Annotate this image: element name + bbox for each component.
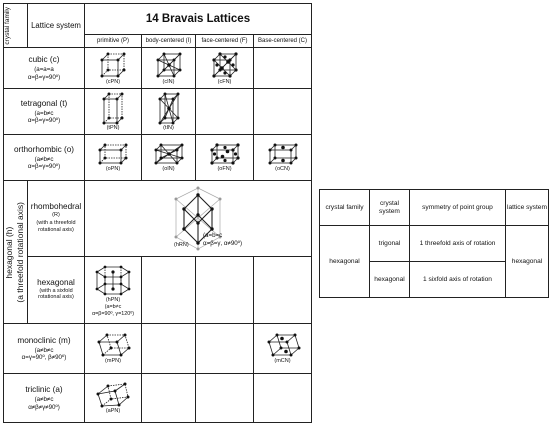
- lattice-system-orthorhombic: orthorhombic (o) (a≠b≠c α=β=γ=90º): [4, 135, 85, 181]
- cell-cubic-body-centered: (cIN): [142, 48, 196, 89]
- cell-hexagonal-face-centered: [196, 257, 254, 324]
- lattice-system-rhombohedral: rhombohedral (R) (with a threefold rotational axis): [28, 181, 85, 257]
- cell-triclinic-face-centered: [196, 374, 254, 423]
- cell-rhombohedral: [85, 181, 312, 257]
- lattice-system-tetragonal: tetragonal (t) (a=b≠c α=β=γ=90º): [4, 89, 85, 135]
- cell-triclinic-body-centered: [142, 374, 196, 423]
- cell-orthorhombic-primitive: (oPN): [85, 135, 142, 181]
- cell-triclinic-primitive: (aPN): [85, 374, 142, 423]
- cell-monoclinic-face-centered: [196, 324, 254, 374]
- tetragonal-primitive-lattice-diagram: [100, 91, 126, 125]
- system-trigonal: trigonal: [370, 226, 410, 262]
- cubic-body-centered-lattice-diagram: [154, 51, 184, 79]
- column-header-primitive: primitive (P): [85, 35, 142, 48]
- cubic-face-centered-lattice-diagram: [210, 51, 240, 79]
- monoclinic-primitive-lattice-diagram: [95, 332, 131, 358]
- orthorhombic-body-centered-lattice-diagram: [152, 142, 186, 166]
- crystal-family-header: crystal family: [4, 4, 28, 48]
- system-hexagonal: hexagonal: [370, 262, 410, 298]
- orthorhombic-face-centered-lattice-diagram: [208, 142, 242, 166]
- rhombohedral-params: (a=b=c α=β=γ, α≠90º): [203, 232, 243, 247]
- lattice-system-monoclinic: monoclinic (m) (a≠b≠c α=γ=90º, β≠90º): [4, 324, 85, 374]
- cell-orthorhombic-base-centered: (oCN): [254, 135, 312, 181]
- cell-orthorhombic-body-centered: (oIN): [142, 135, 196, 181]
- triclinic-primitive-lattice-diagram: [95, 382, 131, 408]
- header-lattice-system: lattice system: [506, 190, 549, 226]
- cell-cubic-primitive: (cPN): [85, 48, 142, 89]
- cell-hexagonal-base-centered: [254, 257, 312, 324]
- column-header-body-centered: body-centered (I): [142, 35, 196, 48]
- cell-triclinic-base-centered: [254, 374, 312, 423]
- cell-cubic-face-centered: (cFN): [196, 48, 254, 89]
- cell-tetragonal-face-centered: [196, 89, 254, 135]
- header-symmetry: symmetry of point group: [410, 190, 506, 226]
- lattice-system-cubic: cubic (c) (a=a=a α=β=γ=90º): [4, 48, 85, 89]
- cubic-primitive-lattice-diagram: [98, 51, 128, 79]
- cell-orthorhombic-face-centered: (oFN): [196, 135, 254, 181]
- cell-tetragonal-base-centered: [254, 89, 312, 135]
- cell-tetragonal-primitive: (tPN): [85, 89, 142, 135]
- table-title: 14 Bravais Lattices: [85, 4, 312, 35]
- hexagonal-primitive-lattice-diagram: [93, 263, 133, 297]
- cell-monoclinic-primitive: (mPN): [85, 324, 142, 374]
- symmetry-table: [319, 189, 549, 298]
- bravais-lattice-table: [3, 3, 312, 423]
- lattice-hexagonal: hexagonal: [506, 226, 549, 298]
- monoclinic-base-centered-lattice-diagram: [265, 332, 301, 358]
- family-hexagonal: hexagonal: [320, 226, 370, 298]
- cell-hexagonal-primitive: (hPN) (a=b≠c α=β=90º, γ=120º): [85, 257, 142, 324]
- tetragonal-body-centered-lattice-diagram: [156, 91, 182, 125]
- symmetry-hexagonal: 1 sixfold axis of rotation: [410, 262, 506, 298]
- cell-hexagonal-body-centered: [142, 257, 196, 324]
- orthorhombic-primitive-lattice-diagram: [96, 142, 130, 166]
- header-crystal-system: crystal system: [370, 190, 410, 226]
- cell-monoclinic-body-centered: [142, 324, 196, 374]
- symmetry-trigonal: 1 threefold axis of rotation: [410, 226, 506, 262]
- cell-cubic-base-centered: [254, 48, 312, 89]
- lattice-system-hexagonal: hexagonal (with a sixfold rotational axis): [28, 257, 85, 324]
- orthorhombic-base-centered-lattice-diagram: [266, 142, 300, 166]
- cell-tetragonal-body-centered: (tIN): [142, 89, 196, 135]
- lattice-system-triclinic: triclinic (a) (a≠b≠c α≠β≠γ≠90º): [4, 374, 85, 423]
- header-crystal-family: crystal family: [320, 190, 370, 226]
- column-header-face-centered: face-centered (F): [196, 35, 254, 48]
- crystal-family-hexagonal: hexagonal (h) (a threefold rotational axis): [4, 181, 28, 324]
- cell-monoclinic-base-centered: (mCN): [254, 324, 312, 374]
- lattice-system-header: Lattice system: [28, 4, 85, 48]
- rhombohedral-caption: (hRN): [174, 242, 189, 248]
- column-header-base-centered: Base-centered (C): [254, 35, 312, 48]
